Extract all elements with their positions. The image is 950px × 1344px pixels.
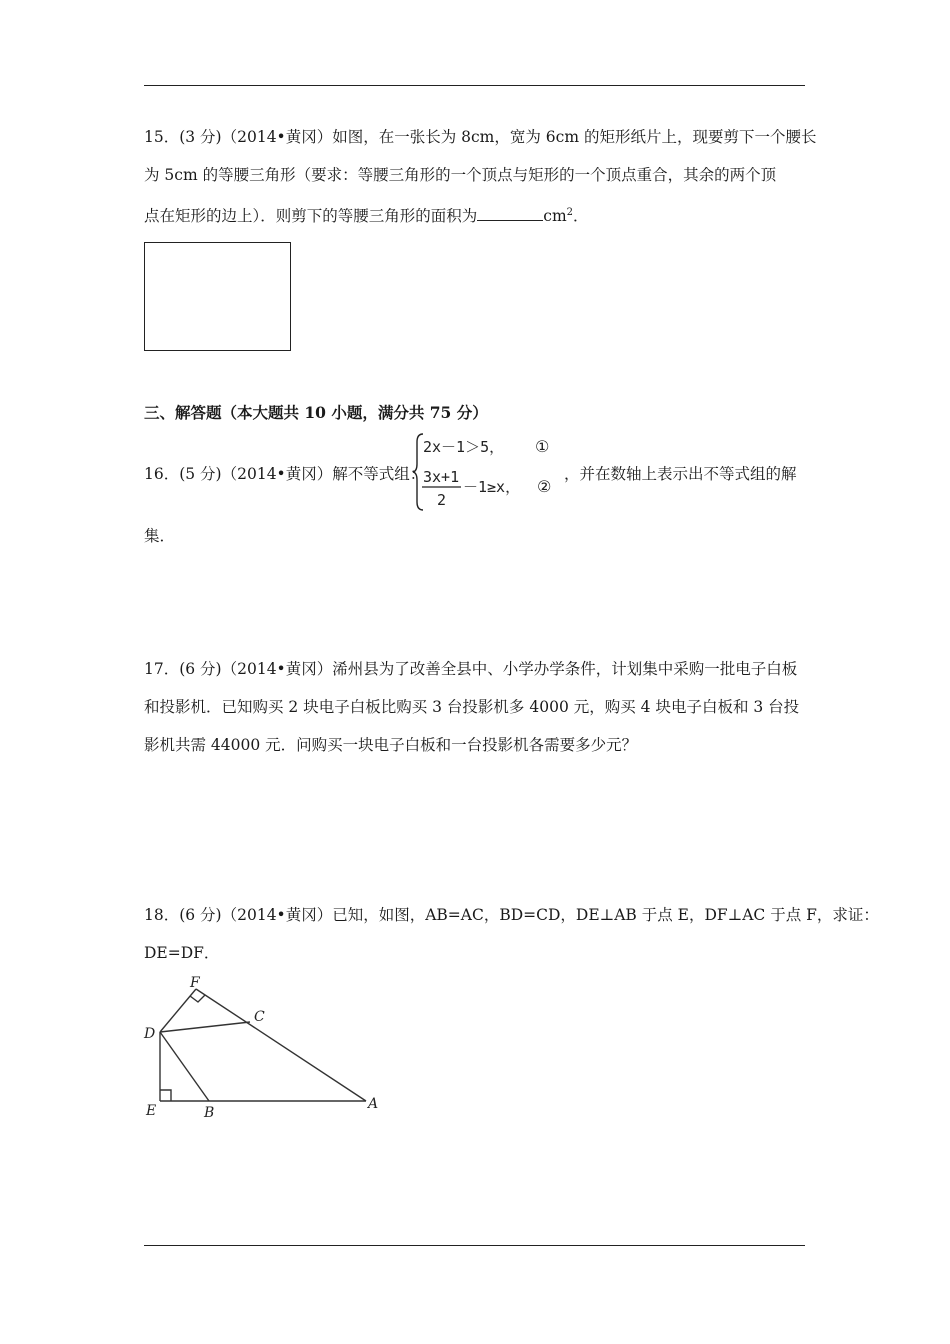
- q16-line-2: 集．: [144, 527, 176, 545]
- label-B: B: [204, 1105, 215, 1121]
- q16-prefix: 16．(5 分)（2014•黄冈）解不等式组：: [144, 465, 426, 483]
- header-rule: [144, 85, 805, 86]
- segment-FA: [196, 989, 366, 1101]
- fraction-numerator: 3x+1: [423, 468, 460, 486]
- label-A: A: [368, 1096, 379, 1112]
- label-D: D: [144, 1026, 156, 1042]
- right-angle-F: [190, 995, 205, 1002]
- q15-line-3: [144, 203, 812, 226]
- geometry-figure: [140, 972, 385, 1124]
- q15-line-1: 15．(3 分)（2014•黄冈）如图，在一张长为 8cm，宽为 6cm 的矩形纸片上，现要剪下一个腰长: [144, 128, 817, 146]
- answer-blank: [477, 206, 543, 221]
- mark-1: ①: [535, 437, 550, 456]
- inequality-2-rest: －1≥x，: [463, 478, 521, 496]
- segment-DF: [160, 989, 196, 1032]
- label-F: F: [190, 975, 200, 991]
- segment-DC: [160, 1022, 250, 1032]
- fraction-denominator: 2: [437, 491, 447, 509]
- right-angle-E: [160, 1090, 171, 1101]
- left-brace: [413, 434, 423, 510]
- q18-line-2: DE=DF．: [144, 944, 220, 962]
- unit-exponent: 2: [566, 207, 574, 218]
- mark-2: ②: [537, 477, 552, 496]
- inequality-system: [413, 430, 563, 514]
- q15-end: ．: [573, 207, 589, 226]
- q16-suffix: ，并在数轴上表示出不等式组的解: [564, 465, 797, 483]
- rectangle-figure: [144, 242, 291, 351]
- unit: cm: [543, 207, 567, 226]
- q17-line-3: 影机共需 44000 元．问购买一块电子白板和一台投影机各需要多少元？: [144, 736, 638, 754]
- q18-line-1: 18．(6 分)（2014•黄冈）已知，如图，AB=AC，BD=CD，DE⊥AB 于点 E，DF⊥AC 于点 F，求证：: [144, 906, 879, 924]
- footer-rule: [144, 1245, 805, 1246]
- q15-line-2: 为 5cm 的等腰三角形（要求：等腰三角形的一个顶点与矩形的一个顶点重合，其余的两个顶: [144, 166, 777, 184]
- q17-line-1: 17．(6 分)（2014•黄冈）浠州县为了改善全县中、小学办学条件，计划集中采购一批电子白板: [144, 660, 798, 678]
- label-E: E: [146, 1103, 157, 1119]
- label-C: C: [254, 1009, 265, 1025]
- q17-line-2: 和投影机．已知购买 2 块电子白板比购买 3 台投影机多 4000 元，购买 4 块电子白板和 3 台投: [144, 698, 800, 716]
- q15-line-3-text: 点在矩形的边上）．则剪下的等腰三角形的面积为: [144, 207, 478, 226]
- section-heading: 三、解答题（本大题共 10 小题，满分共 75 分）: [144, 403, 488, 422]
- inequality-1: 2x－1＞5，: [423, 438, 505, 456]
